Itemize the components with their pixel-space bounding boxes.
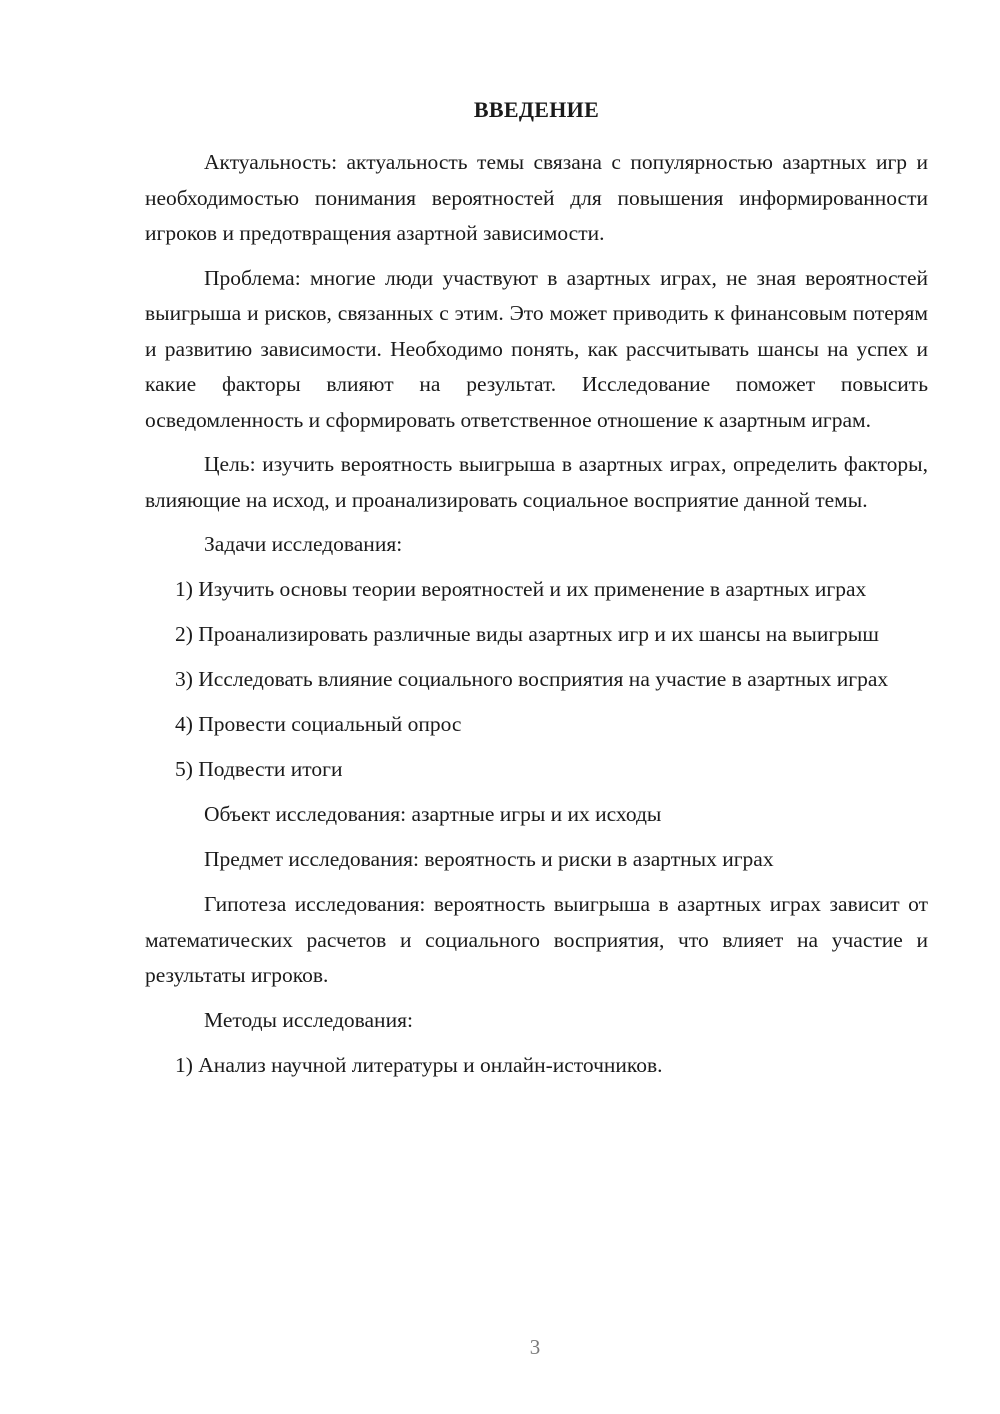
hypothesis-paragraph: Гипотеза исследования: вероятность выигрыша в азартных играх зависит от математических расчетов и социального восприятия, что влияет на участие и результаты игроков. bbox=[145, 892, 928, 987]
page-number: 3 bbox=[529, 1335, 541, 1359]
task-item-1: 1) Изучить основы теории вероятностей и их применение в азартных играх bbox=[175, 577, 867, 601]
task-item-5: 5) Подвести итоги bbox=[175, 757, 343, 781]
section-title: ВВЕДЕНИЕ bbox=[473, 97, 600, 122]
problem-paragraph: Проблема: многие люди участвуют в азартных играх, не зная вероятностей выигрыша и рисков, связанных с этим. Это может приводить к финансовым потерям и развитию зависимости. Необходимо понять, как рассчитывать шансы на успех и какие факторы влияют на результат. Исследование поможет повысить осведомленность и сформировать ответственное отношение к азартным играм. bbox=[145, 265, 928, 432]
task-item-2: 2) Проанализировать различные виды азартных игр и их шансы на выигрыш bbox=[175, 622, 879, 646]
relevance-paragraph: Актуальность: актуальность темы связана с популярностью азартных игр и необходимостью понимания вероятностей для повышения информированности игроков и предотвращения азартной зависимости. bbox=[145, 150, 928, 245]
object-line: Объект исследования: азартные игры и их исходы bbox=[204, 802, 662, 826]
task-item-3: 3) Исследовать влияние социального восприятия на участие в азартных играх bbox=[175, 667, 889, 691]
goal-paragraph: Цель: изучить вероятность выигрыша в азартных играх, определить факторы, влияющие на исход, и проанализировать социальное восприятие данной темы. bbox=[145, 452, 928, 512]
methods-heading: Методы исследования: bbox=[204, 1007, 413, 1032]
method-item-1: 1) Анализ научной литературы и онлайн-источников. bbox=[175, 1052, 663, 1077]
task-item-4: 4) Провести социальный опрос bbox=[175, 712, 462, 736]
document-page bbox=[145, 95, 928, 1093]
subject-line: Предмет исследования: вероятность и риски в азартных играх bbox=[204, 847, 774, 871]
tasks-heading: Задачи исследования: bbox=[204, 532, 403, 556]
